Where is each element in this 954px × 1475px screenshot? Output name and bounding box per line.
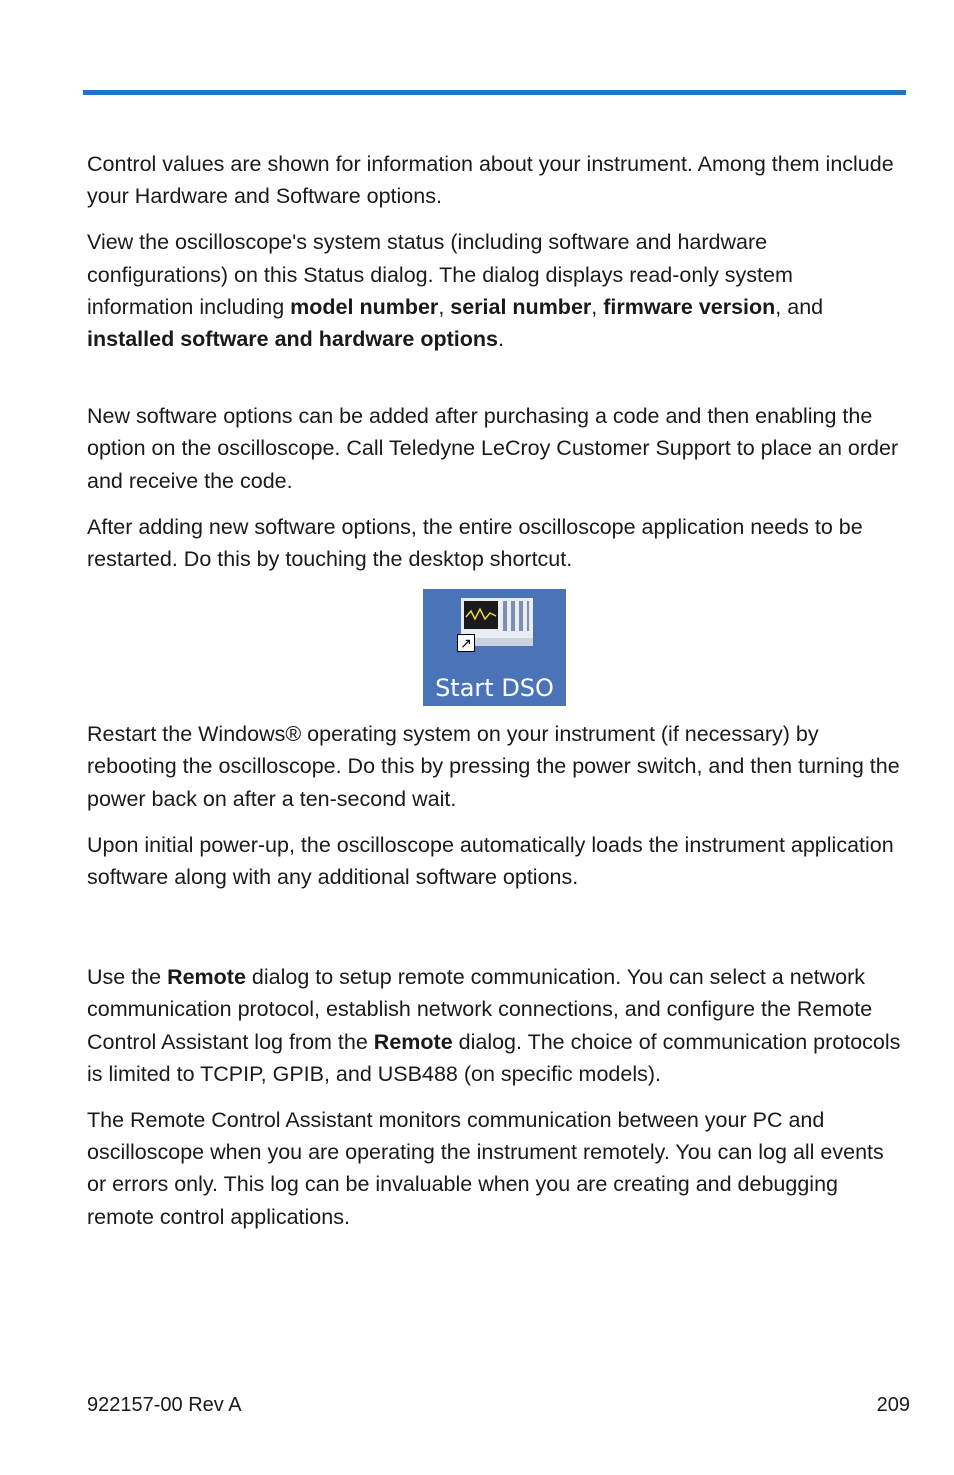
start-dso-shortcut[interactable]	[423, 589, 566, 706]
text-run: ,	[591, 294, 604, 319]
text-run: Use the	[87, 965, 168, 990]
shortcut-figure	[87, 589, 902, 706]
text-run: , and	[775, 294, 824, 319]
text-run: dialog. The choice of communication protocols is limited to TCPIP, GPIB, and USB488 (on specific models).	[87, 1029, 901, 1086]
paragraph-restart-windows: Restart the Windows® operating system on your instrument (if necessary) by rebooting the oscilloscope. Do this by pressing the power switch, and then turning the power back on after a ten-second wait.	[87, 722, 900, 811]
oscilloscope-shortcut-icon	[461, 598, 533, 638]
page-body	[87, 148, 902, 1233]
text-run: .	[497, 327, 504, 352]
text-run: dialog to setup remote communication. You can select a network communication protocol, establish network connections, and configure the Remote Control Assistant log from the	[87, 965, 873, 1054]
footer-doc-id: 922157-00 Rev A	[87, 1394, 242, 1416]
bold-serial-number: serial number	[450, 294, 592, 319]
text-run: ,	[438, 294, 451, 319]
bold-installed-options: installed software and hardware options	[87, 327, 498, 352]
paragraph-remote-assistant: The Remote Control Assistant monitors communication between your PC and oscilloscope when you are operating the instrument remotely. You can log all events or errors only. This log can be invaluable when you are creating and debugging remote control applications.	[87, 1108, 884, 1229]
bold-remote: Remote	[167, 965, 246, 990]
header-rule	[83, 90, 906, 95]
paragraph-power-up: Upon initial power-up, the oscilloscope automatically loads the instrument application software along with any additional software options.	[87, 832, 894, 890]
shortcut-arrow-icon: ↗	[457, 634, 475, 652]
bold-remote: Remote	[373, 1029, 453, 1054]
scope-display	[464, 601, 498, 629]
shortcut-label: Start DSO	[435, 674, 554, 703]
text-run: View the oscilloscope's system status (including software and hardware configurations) on this Status dialog. The dialog displays read-only system information including	[87, 230, 793, 319]
bold-model-number: model number	[290, 294, 439, 319]
paragraph-control-values: Control values are shown for information about your instrument. Among them include your Hardware and Software options.	[87, 152, 894, 209]
bold-firmware-version: firmware version	[603, 294, 776, 319]
paragraph-system-status	[87, 226, 902, 355]
paragraph-restart-app: After adding new software options, the entire oscilloscope application needs to be restarted. Do this by touching the desktop shortcut.	[87, 514, 863, 572]
paragraph-remote-dialog	[87, 961, 902, 1090]
paragraph-new-options: New software options can be added after purchasing a code and then enabling the option on the oscilloscope. Call Teledyne LeCroy Customer Support to place an order and receive the code.	[87, 404, 899, 493]
scope-controls	[503, 601, 529, 631]
footer-page-number: 209	[876, 1394, 910, 1416]
